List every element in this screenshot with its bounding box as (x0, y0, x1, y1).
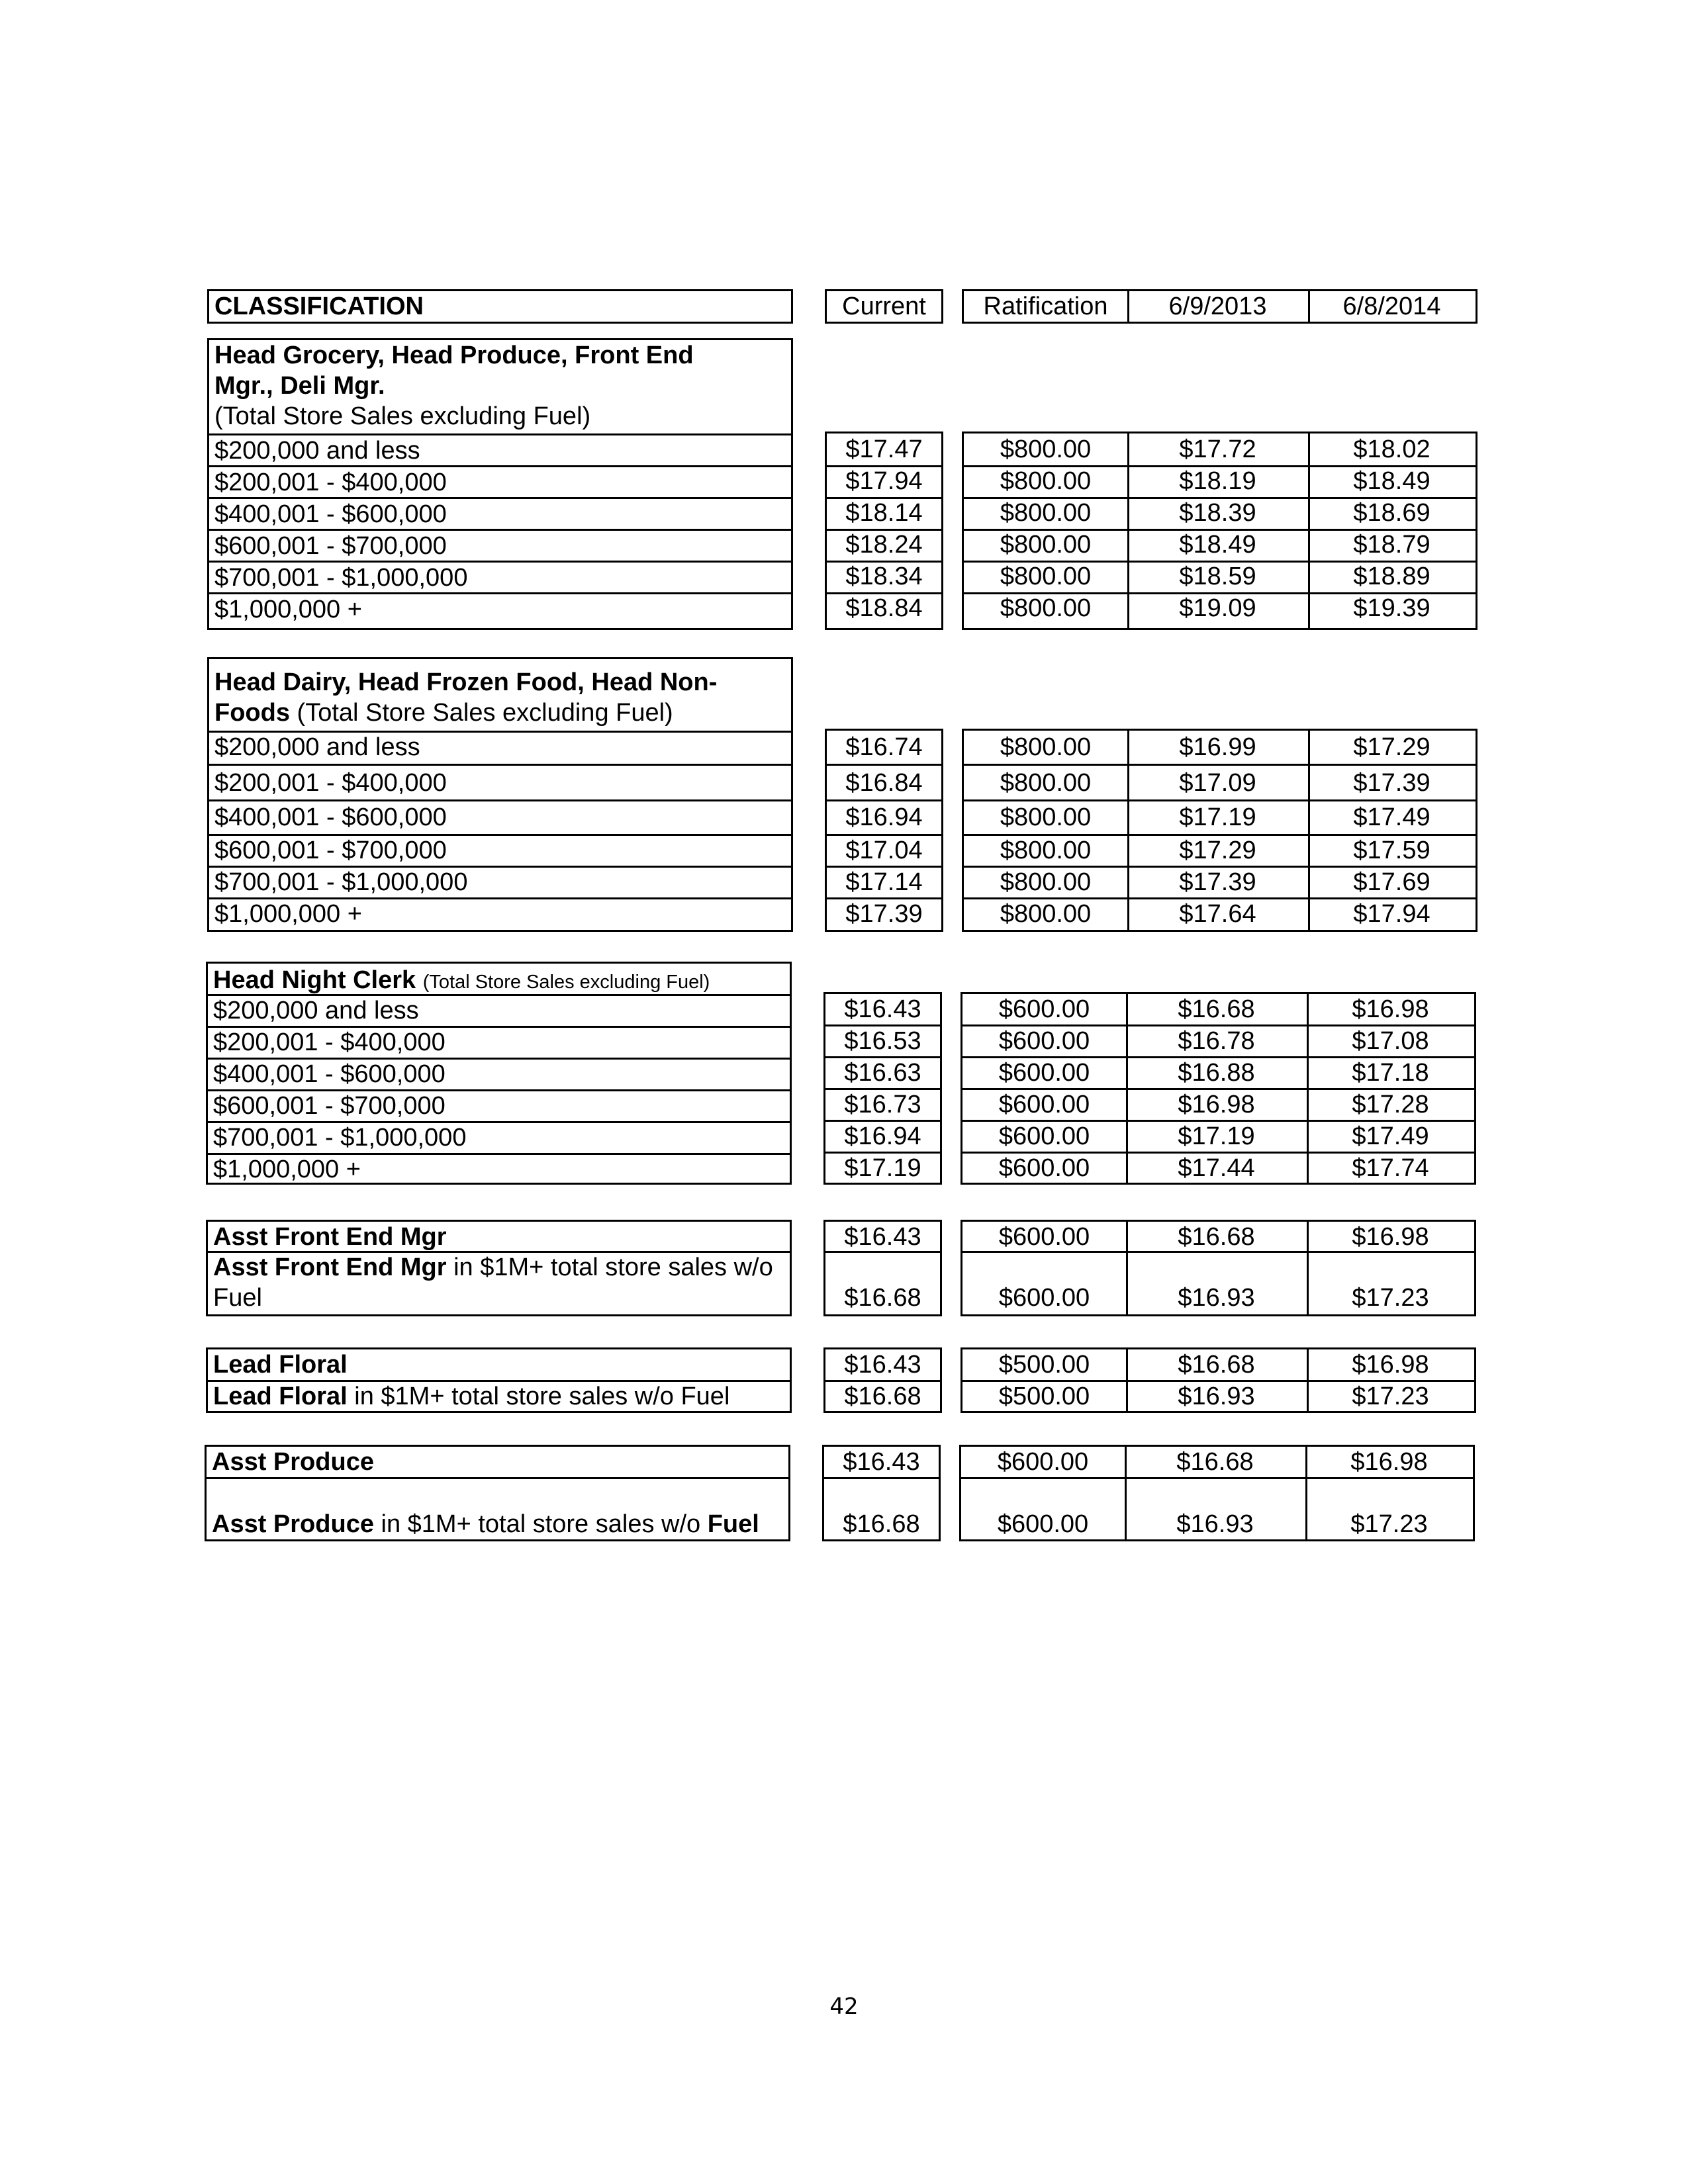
ratification-value: $600.00 (997, 1510, 1089, 1538)
current-value: $16.94 (845, 803, 923, 831)
current-value: $17.04 (845, 837, 923, 864)
ratification-value: $800.00 (1000, 531, 1092, 559)
rate-2013-value: $16.88 (1178, 1059, 1255, 1087)
table-row-label: $600,001 - $700,000 (213, 1092, 445, 1120)
rate-2014-value: $17.59 (1353, 837, 1430, 864)
current-value: $17.19 (844, 1154, 921, 1182)
table-row-label: $1,000,000 + (214, 596, 362, 623)
table-row-label: $200,000 and less (214, 437, 420, 465)
section-3-current-col (823, 992, 942, 1185)
current-value: $18.84 (845, 594, 923, 622)
current-value: $16.43 (844, 1223, 921, 1251)
column-header-6-9-2013: 6/9/2013 (1168, 293, 1267, 320)
rate-2013-value: $16.98 (1178, 1091, 1255, 1118)
current-value: $17.47 (845, 435, 923, 463)
rate-2013-value: $16.93 (1178, 1383, 1255, 1410)
table-row-label: Asst Produce (212, 1448, 374, 1476)
section-2-values-grid (962, 729, 1477, 932)
current-value: $16.74 (845, 733, 923, 761)
page-number: 42 (829, 1993, 859, 2020)
ratification-value: $600.00 (997, 1448, 1089, 1476)
ratification-value: $800.00 (1000, 803, 1092, 831)
rate-2014-value: $17.94 (1353, 900, 1430, 928)
ratification-value: $600.00 (998, 1027, 1090, 1055)
ratification-value: $800.00 (1000, 467, 1092, 495)
rate-2014-value: $18.49 (1353, 467, 1430, 495)
current-value: $16.43 (844, 995, 921, 1023)
rate-2014-value: $18.69 (1353, 499, 1430, 527)
table-row-label: $200,000 and less (214, 733, 420, 761)
rate-2014-value: $17.29 (1353, 733, 1430, 761)
rate-2014-value: $17.39 (1353, 769, 1430, 797)
rate-2014-value: $16.98 (1352, 1351, 1429, 1379)
table-row-label: $400,001 - $600,000 (213, 1060, 445, 1088)
current-value: $16.94 (844, 1122, 921, 1150)
rate-2014-value: $19.39 (1353, 594, 1430, 622)
table-row-label: Lead Floral in $1M+ total store sales w/o Fuel (213, 1383, 730, 1410)
table-row-label: Asst Front End Mgr in $1M+ total store sales w/o (213, 1253, 773, 1281)
table-row-label: $700,001 - $1,000,000 (214, 868, 468, 896)
rate-2013-value: $18.19 (1179, 467, 1256, 495)
rate-2013-value: $18.49 (1179, 531, 1256, 559)
table-row-label: $200,001 - $400,000 (213, 1028, 445, 1056)
ratification-value: $600.00 (998, 1284, 1090, 1312)
ratification-value: $800.00 (1000, 837, 1092, 864)
rate-2014-value: $17.49 (1353, 803, 1430, 831)
current-value: $18.34 (845, 563, 923, 590)
rate-2013-value: $16.68 (1178, 1223, 1255, 1251)
column-header-6-8-2014: 6/8/2014 (1342, 293, 1441, 320)
current-value: $17.39 (845, 900, 923, 928)
section-1-note: (Total Store Sales excluding Fuel) (214, 402, 591, 430)
rate-2013-value: $16.68 (1178, 1351, 1255, 1379)
section-3-label-box (206, 962, 792, 1185)
section-4-current-col (823, 1220, 942, 1316)
table-row-label: Asst Front End Mgr (213, 1223, 447, 1251)
table-row-label: $600,001 - $700,000 (214, 837, 447, 864)
ratification-value: $800.00 (1000, 435, 1092, 463)
rate-2013-value: $17.39 (1179, 868, 1256, 896)
rate-2013-value: $16.99 (1179, 733, 1256, 761)
rate-2014-value: $18.79 (1353, 531, 1430, 559)
current-value: $18.14 (845, 499, 923, 527)
column-header-ratification: Ratification (983, 293, 1108, 320)
rate-2013-value: $16.68 (1178, 995, 1255, 1023)
ratification-value: $800.00 (1000, 594, 1092, 622)
table-row-label: $700,001 - $1,000,000 (214, 564, 468, 592)
current-value: $16.68 (844, 1383, 921, 1410)
rate-2013-value: $16.78 (1178, 1027, 1255, 1055)
section-5-label-box (206, 1347, 792, 1413)
rate-2013-value: $18.59 (1179, 563, 1256, 590)
table-row-label: $400,001 - $600,000 (214, 500, 447, 528)
ratification-value: $800.00 (1000, 563, 1092, 590)
rate-2013-value: $17.09 (1179, 769, 1256, 797)
current-value: $16.43 (844, 1351, 921, 1379)
current-value: $16.63 (844, 1059, 921, 1087)
section-2-title-line-2: Foods (Total Store Sales excluding Fuel) (214, 699, 673, 727)
rate-2013-value: $16.93 (1178, 1284, 1255, 1312)
section-1-title: Head Grocery, Head Produce, Front End Mgr., Deli Mgr. (214, 341, 694, 400)
section-3-title: Head Night Clerk (Total Store Sales excluding Fuel) (213, 966, 710, 994)
ratification-value: $800.00 (1000, 499, 1092, 527)
table-row-label: $700,001 - $1,000,000 (213, 1124, 467, 1152)
ratification-value: $800.00 (1000, 769, 1092, 797)
rate-2014-value: $16.98 (1352, 995, 1429, 1023)
rate-2014-value: $17.18 (1352, 1059, 1429, 1087)
rate-2013-value: $17.72 (1179, 435, 1256, 463)
rate-2013-value: $17.29 (1179, 837, 1256, 864)
section-4-values-grid (961, 1220, 1476, 1316)
current-value: $16.73 (844, 1091, 921, 1118)
current-value: $17.94 (845, 467, 923, 495)
rate-2013-value: $19.09 (1179, 594, 1256, 622)
rate-2014-value: $17.28 (1352, 1091, 1429, 1118)
rate-2014-value: $17.74 (1352, 1154, 1429, 1182)
current-value: $17.14 (845, 868, 923, 896)
table-row-label: $1,000,000 + (213, 1156, 361, 1183)
ratification-value: $600.00 (998, 1091, 1090, 1118)
table-row-label: $200,001 - $400,000 (214, 769, 447, 797)
ratification-value: $600.00 (998, 1154, 1090, 1182)
current-value: $16.84 (845, 769, 923, 797)
rate-2014-value: $16.98 (1350, 1448, 1428, 1476)
table-row-label: $600,001 - $700,000 (214, 532, 447, 560)
column-header-current (825, 289, 943, 324)
section-1-label-box (207, 338, 793, 630)
table-row-label: Asst Produce in $1M+ total store sales w/o Fuel (212, 1510, 759, 1538)
table-row-label-line-2: Fuel (213, 1284, 262, 1312)
rate-2014-value: $17.23 (1352, 1383, 1429, 1410)
rate-2013-value: $16.93 (1176, 1510, 1254, 1538)
rate-2014-value: $16.98 (1352, 1223, 1429, 1251)
current-value: $16.68 (843, 1510, 920, 1538)
table-row-label: $1,000,000 + (214, 900, 362, 928)
rate-2014-value: $17.49 (1352, 1122, 1429, 1150)
ratification-value: $800.00 (1000, 900, 1092, 928)
rate-2014-value: $17.69 (1353, 868, 1430, 896)
table-row-label: Lead Floral (213, 1351, 348, 1379)
current-value: $16.43 (843, 1448, 920, 1476)
section-3-values-grid (961, 992, 1476, 1185)
section-2-title-line-1: Head Dairy, Head Frozen Food, Head Non- (214, 668, 718, 696)
ratification-value: $600.00 (998, 1059, 1090, 1087)
rate-2013-value: $17.19 (1178, 1122, 1255, 1150)
section-6-values-grid (959, 1445, 1475, 1541)
ratification-value: $600.00 (998, 1223, 1090, 1251)
classification-header-label: CLASSIFICATION (214, 293, 424, 320)
rate-2014-value: $17.23 (1350, 1510, 1428, 1538)
rate-2013-value: $17.64 (1179, 900, 1256, 928)
rate-2014-value: $17.08 (1352, 1027, 1429, 1055)
table-row-label: $200,000 and less (213, 997, 419, 1024)
rate-2013-value: $17.19 (1179, 803, 1256, 831)
section-4-label-box (206, 1220, 792, 1316)
section-5-values-grid (961, 1347, 1476, 1413)
rate-2013-value: $18.39 (1179, 499, 1256, 527)
section-6-label-box (205, 1445, 790, 1541)
rate-2013-value: $16.68 (1176, 1448, 1254, 1476)
ratification-value: $800.00 (1000, 733, 1092, 761)
table-row-label: $400,001 - $600,000 (214, 803, 447, 831)
current-value: $18.24 (845, 531, 923, 559)
ratification-value: $800.00 (1000, 868, 1092, 896)
current-value: $16.68 (844, 1284, 921, 1312)
section-6-current-col (822, 1445, 941, 1541)
section-1-values-grid (962, 432, 1477, 630)
column-header-current-label: Current (842, 293, 926, 320)
rate-2014-value: $17.23 (1352, 1284, 1429, 1312)
section-2-current-col (825, 729, 943, 932)
section-2-label-box (207, 657, 793, 932)
section-5-current-col (823, 1347, 942, 1413)
ratification-value: $600.00 (998, 1122, 1090, 1150)
table-row-label: $200,001 - $400,000 (214, 469, 447, 496)
ratification-value: $500.00 (998, 1383, 1090, 1410)
rate-2013-value: $17.44 (1178, 1154, 1255, 1182)
classification-header (207, 289, 793, 324)
rate-2014-value: $18.89 (1353, 563, 1430, 590)
ratification-value: $600.00 (998, 995, 1090, 1023)
column-header-group (962, 289, 1477, 324)
rate-2014-value: $18.02 (1353, 435, 1430, 463)
section-1-current-col (825, 432, 943, 630)
current-value: $16.53 (844, 1027, 921, 1055)
ratification-value: $500.00 (998, 1351, 1090, 1379)
